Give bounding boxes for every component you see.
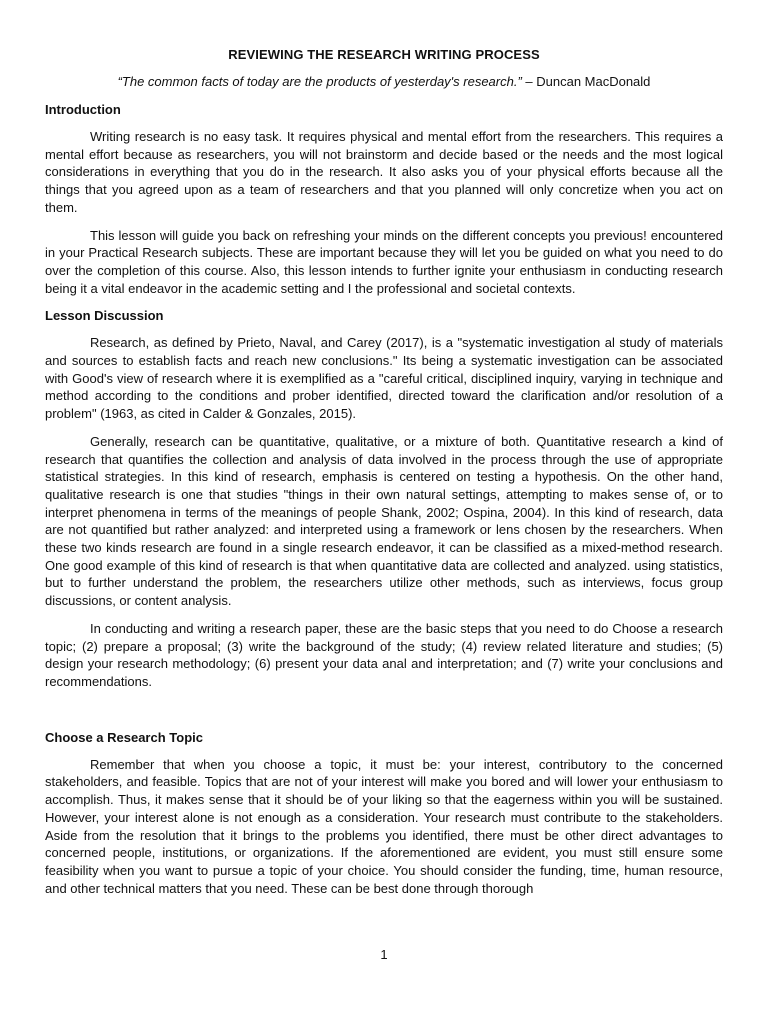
document-title: REVIEWING THE RESEARCH WRITING PROCESS (228, 47, 540, 62)
lesson-discussion-heading: Lesson Discussion (45, 308, 164, 324)
introduction-paragraph: Writing research is no easy task. It requires physical and mental effort from the researchers. This requires a mental effort because as researchers, you will not brainstorm and decide based or the needs and the most logical considerations in everything that you do in the research. It also asks you of your physical efforts because all the things that you agreed upon as a team of researchers and that you planned will only concretize when you act on them. (45, 129, 723, 215)
section-spacer (45, 701, 723, 729)
lesson-discussion-paragraph: In conducting and writing a research paper, these are the basic steps that you need to do Choose a research topic; (2) prepare a proposal; (3) write the background of the study; (4) review related literature and studies; (5) design your research methodology; (6) present your data anal and interpretation; and (7) write your conclusions and recommendations. (45, 620, 723, 689)
quote-text: “The common facts of today are the products of yesterday's research.” (117, 74, 522, 89)
quote-author: – Duncan MacDonald (521, 74, 651, 89)
page-number: 1 (380, 947, 388, 962)
choose-topic-heading: Choose a Research Topic (45, 729, 203, 745)
lesson-discussion-paragraph: Research, as defined by Prieto, Naval, and Carey (2017), is a "systematic investigation al study of materials and sources to establish facts and reach new conclusions." Its being a systematic investigation can be associated with Good's view of research where it is exemplified as a "careful critical, disciplined inquiry, varying in technique and method according to the conditions and prober identified, directed toward the clarification and/or resolution of a problem" (1963, as cited in Calder & Gonzales, 2015). (45, 335, 723, 422)
lesson-discussion-paragraph: Generally, research can be quantitative, qualitative, or a mixture of both. Quantitative research a kind of research that quantifies the collection and analysis of data involved in the process through the use of appropriate statistical strategies. In this kind of research, emphasis is centered on testing a hypothesis. On the other hand, qualitative research is one that studies "things in their own natural settings, attempting to makes sense of, or to interpret phenomena in terms of the meanings of people Shank, 2002; Ospina, 2004). In this kind of research, data are not quantified but rather analyzed: and interpreted using a framework or lens chosen by the researchers. When these two kinds research are found in a single research endeavor, it can be classified as a mixed-method research. One good example of this kind of research is that when quantitative data are collected and analyzed. using statistics, but to further understand the problem, the researchers utilize other methods, such as interviews, focus group discussions, or content analysis. (45, 433, 723, 609)
introduction-paragraph: This lesson will guide you back on refreshing your minds on the different concepts you previous! encountered in your Practical Research subjects. These are important because they will let you be guided on what you need to do over the completion of this course. Also, this lesson intends to further ignite your enthusiasm in conducting research being it a vital endeavor in the academic setting and I the professional and societal contexts. (45, 227, 723, 296)
epigraph-quote (45, 73, 723, 90)
document-page (45, 46, 723, 897)
introduction-heading: Introduction (45, 102, 121, 117)
choose-topic-paragraph: Remember that when you choose a topic, it must be: your interest, contributory to the concerned stakeholders, and feasible. Topics that are not of your interest will make you bored and will lower your enthusiasm to accomplish. Thus, it makes sense that it should be of your liking so that the eagerness within you will be sustained. However, your interest alone is not enough as a consideration. Your research must contribute to the stakeholders. Aside from the resolution that it brings to the problems you identified, there must be other direct advantages to concerned people, institutions, or organizations. If the aforementioned are evident, you must still ensure some feasibility when you want to pursue a topic of your choice. You should consider the funding, time, human resource, and other technical matters that you need. These can be best done through thorough (45, 756, 723, 896)
